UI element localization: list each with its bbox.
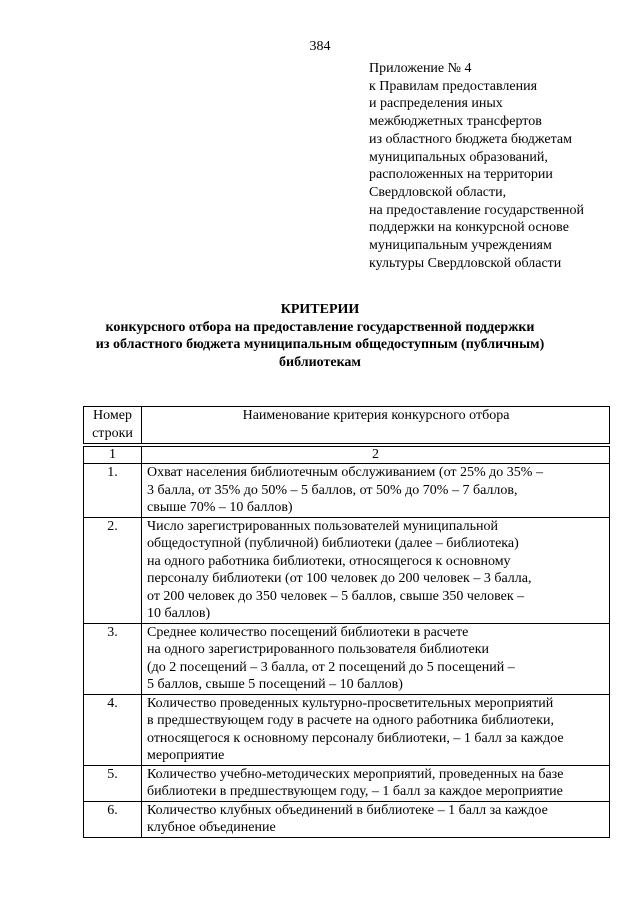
page-number: 384 <box>309 39 331 54</box>
criteria-table <box>83 406 610 838</box>
title-line: конкурсного отбора на предоставление государственной поддержки <box>105 319 535 335</box>
criterion-line: в предшествующем году в расчете на одного работника библиотеки, <box>147 713 555 728</box>
header-number-line: Номер <box>93 408 132 423</box>
header-name-cell: Наименование критерия конкурсного отбора <box>142 407 610 444</box>
table-row <box>84 517 610 623</box>
criterion-line: Количество клубных объединений в библиотеке – 1 балл за каждое <box>147 802 548 818</box>
appendix-line: из областного бюджета бюджетам <box>369 131 572 147</box>
criteria-body <box>84 464 610 838</box>
criterion-text <box>142 765 610 801</box>
column-index-1: 1 <box>84 447 142 464</box>
criterion-line: библиотеки в предшествующем году, – 1 балл за каждое мероприятие <box>147 784 563 799</box>
appendix-line: расположенных на территории <box>369 167 553 183</box>
column-index-2: 2 <box>142 447 610 464</box>
criterion-line: 10 баллов) <box>147 606 211 621</box>
table-header-row <box>84 407 610 444</box>
appendix-line: муниципальных образований, <box>369 149 548 165</box>
criterion-line: клубное объединение <box>147 820 276 835</box>
appendix-line: и распределения иных <box>369 96 503 112</box>
document-title <box>0 301 640 371</box>
criterion-text <box>142 517 610 623</box>
criterion-line: (до 2 посещений – 3 балла, от 2 посещений до 5 посещений – <box>147 659 515 675</box>
criterion-line: мероприятие <box>147 748 225 763</box>
table-row <box>84 464 610 518</box>
title-line: КРИТЕРИИ <box>280 302 360 317</box>
criterion-line: Число зарегистрированных пользователей муниципальной <box>147 518 498 534</box>
criterion-line: Количество учебно-методических мероприятий, проведенных на базе <box>147 766 564 782</box>
appendix-line: межбюджетных трансфертов <box>369 114 542 130</box>
appendix-block <box>369 60 624 272</box>
appendix-line: муниципальным учреждениям <box>369 238 552 254</box>
table-row <box>84 801 610 837</box>
table-row <box>84 765 610 801</box>
criterion-line: Количество проведенных культурно-просветительных мероприятий <box>147 695 554 711</box>
criterion-line: на одного работника библиотеки, относящегося к основному <box>147 553 511 569</box>
row-number: 5. <box>84 765 142 801</box>
title-line: библиотекам <box>279 354 361 370</box>
table-row <box>84 694 610 765</box>
criterion-line: свыше 70% – 10 баллов) <box>147 500 293 515</box>
appendix-line: на предоставление государственной <box>369 202 585 218</box>
criterion-line: Охват населения библиотечным обслуживанием (от 25% до 35% – <box>147 465 543 480</box>
criterion-text <box>142 694 610 765</box>
row-number: 1. <box>84 464 142 518</box>
criterion-line: Среднее количество посещений библиотеки в расчете <box>147 624 469 640</box>
appendix-line: культуры Свердловской области <box>369 255 562 271</box>
criterion-line: общедоступной (публичной) библиотеки (далее – библиотека) <box>147 536 519 551</box>
criterion-line: персоналу библиотеки (от 100 человек до 200 человек – 3 балла, <box>147 571 532 586</box>
header-number-line: строки <box>92 425 133 441</box>
appendix-line: Свердловской области, <box>369 184 507 200</box>
column-index-row <box>84 447 610 464</box>
title-line: из областного бюджета муниципальным общедоступным (публичным) <box>95 337 545 352</box>
row-number: 3. <box>84 623 142 694</box>
criterion-line: 5 баллов, свыше 5 посещений – 10 баллов) <box>147 677 403 692</box>
appendix-line: к Правилам предоставления <box>369 78 538 94</box>
criterion-line: 3 балла, от 35% до 50% – 5 баллов, от 50% до 70% – 7 баллов, <box>147 482 518 498</box>
criterion-text <box>142 464 610 518</box>
criterion-line: на одного зарегистрированного пользователя библиотеки <box>147 642 489 657</box>
appendix-line: Приложение № 4 <box>369 61 472 76</box>
criterion-text <box>142 623 610 694</box>
row-number: 2. <box>84 517 142 623</box>
appendix-line: поддержки на конкурсной основе <box>369 220 569 236</box>
row-number: 6. <box>84 801 142 837</box>
criterion-line: от 200 человек до 350 человек – 5 баллов, свыше 350 человек – <box>147 588 525 604</box>
criterion-line: относящегося к основному персоналу библиотеки, – 1 балл за каждое <box>147 730 564 746</box>
row-number: 4. <box>84 694 142 765</box>
table-row <box>84 623 610 694</box>
criterion-text <box>142 801 610 837</box>
header-number-cell <box>84 407 142 444</box>
